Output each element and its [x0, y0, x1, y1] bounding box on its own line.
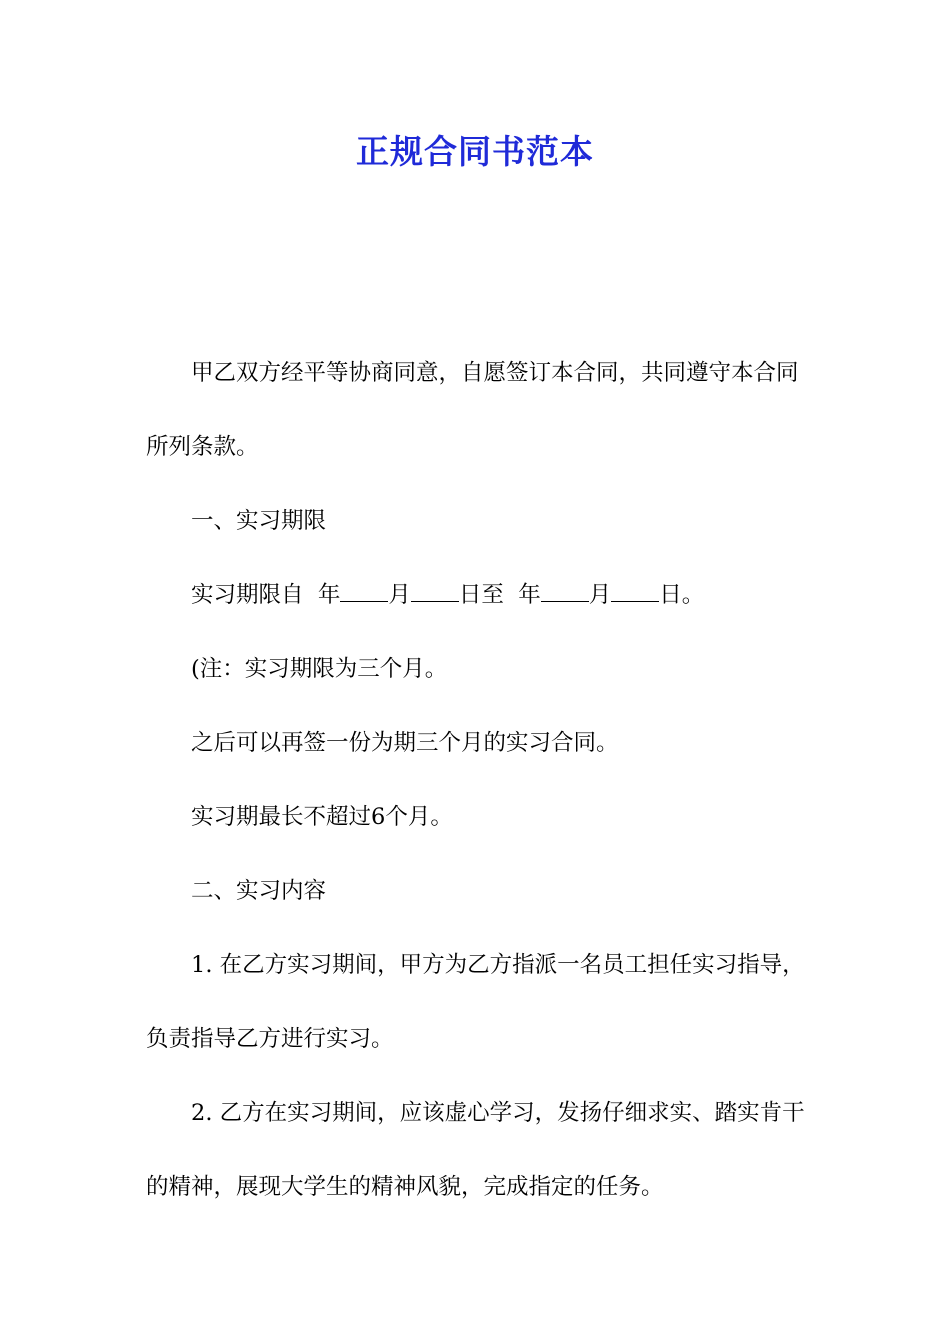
blank-month-end — [541, 600, 589, 602]
term-year-end: 年 — [518, 582, 541, 608]
term-month-start: 月 — [388, 582, 411, 608]
blank-day-start — [411, 600, 459, 602]
term-month-end: 月 — [588, 582, 612, 608]
max-term-paragraph: 实习期最长不超过6个月。 — [191, 804, 453, 830]
term-prefix: 实习期限自 — [191, 582, 304, 608]
document-body — [146, 336, 806, 1224]
clause-1-paragraph: 1. 在乙方实习期间，甲方为乙方指派一名员工担任实习指导，负责指导乙方进行实习。 — [146, 952, 805, 1052]
section-heading-content: 二、实习内容 — [191, 878, 327, 904]
term-day-end: 日。 — [659, 582, 705, 608]
document-title: 正规合同书范本 — [356, 132, 594, 171]
intro-paragraph: 甲乙双方经平等协商同意，自愿签订本合同，共同遵守本合同所列条款。 — [146, 360, 799, 460]
clause-2-paragraph: 2. 乙方在实习期间，应该虚心学习，发扬仔细求实、踏实肯干的精神，展现大学生的精神风貌，完成指定的任务。 — [146, 1100, 805, 1200]
renewal-paragraph: 之后可以再签一份为期三个月的实习合同。 — [191, 730, 619, 756]
term-day-to: 日至 — [458, 582, 504, 608]
blank-month-start — [340, 600, 388, 602]
term-line — [146, 558, 806, 632]
note-paragraph: (注：实习期限为三个月。 — [191, 656, 448, 682]
term-year-start: 年 — [317, 582, 341, 608]
section-heading-term: 一、实习期限 — [191, 508, 327, 534]
blank-day-end — [611, 600, 659, 602]
